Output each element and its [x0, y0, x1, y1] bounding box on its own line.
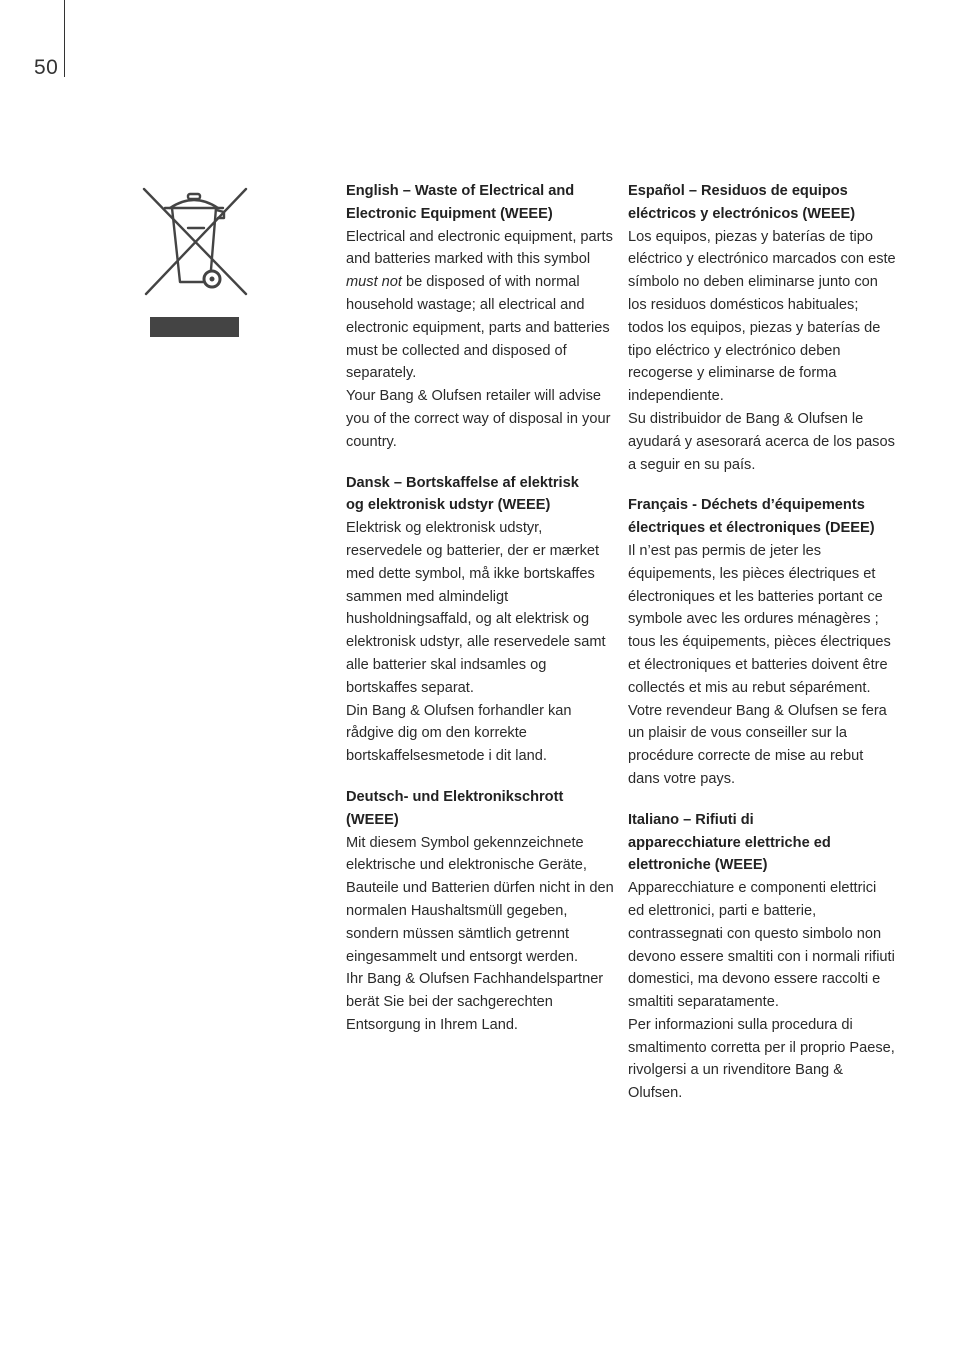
section-deutsch — [346, 786, 614, 1037]
paragraph: Your Bang & Olufsen retailer will advise you of the correct way of disposal in your country. — [346, 388, 611, 450]
section-title-francais: Français - Déchets d’équipements électriques et électroniques (DEEE) — [628, 497, 875, 537]
section-espanol — [628, 180, 896, 476]
section-title-dansk: Dansk – Bortskaffelse af elektrisk og elektronisk udstyr (WEEE) — [346, 474, 579, 514]
paragraph: Apparecchiature e componenti elettrici ed elettronici, parti e batterie, contrassegnati con questo simbolo non devono essere smaltiti con i normali rifiuti domestici, ma devono essere raccolti e smaltiti separatamente. — [628, 880, 895, 1011]
page-number: 50 — [34, 56, 59, 79]
crossed-out-wheelie-bin-icon — [140, 186, 250, 338]
paragraph: Mit diesem Symbol gekennzeichnete elektrische und elektronische Geräte, Bauteile und Batterien dürfen nicht in den normalen Haushaltsmüll gegeben, sondern müssen sämtlich getrennt eingesammelt und entsorgt werden. — [346, 834, 614, 965]
section-italiano — [628, 809, 896, 1105]
paragraph: Votre revendeur Bang & Olufsen se fera un plaisir de vous conseiller sur la procédure correcte de mise au rebut dans votre pays. — [628, 702, 887, 787]
right-column — [628, 180, 896, 1123]
paragraph: Electrical and electronic equipment, parts and batteries marked with this symbol must not be disposed of with normal household wastage; all electrical and electronic equipment, parts and batteries must be collected and disposed of separately. — [346, 228, 613, 382]
section-dansk — [346, 472, 614, 768]
section-francais — [628, 494, 896, 790]
paragraph: Ihr Bang & Olufsen Fachhandelspartner berät Sie bei der sachgerechten Entsorgung in Ihrem Land. — [346, 971, 604, 1033]
emphasis-text: must not — [346, 274, 402, 291]
paragraph: Din Bang & Olufsen forhandler kan rådgive dig om den korrekte bortskaffelsesmetode i dit land. — [346, 702, 572, 765]
left-column — [346, 180, 614, 1055]
section-title-italiano: Italiano – Rifiuti di apparecchiature elettriche ed elettroniche (WEEE) — [628, 811, 831, 874]
page-number-divider — [64, 0, 65, 77]
section-title-deutsch: Deutsch- und Elektronikschrott (WEEE) — [346, 788, 564, 828]
section-english — [346, 180, 614, 454]
paragraph: Il n’est pas permis de jeter les équipements, les pièces électriques et électroniques et les batteries portant ce symbole avec les ordures ménagères ; tous les équipements, pièces électriques et électroniques et batteries doivent être collectés et mis au rebut séparément. — [628, 542, 891, 696]
paragraph: Los equipos, piezas y baterías de tipo eléctrico y electrónico marcados con este símbolo no deben eliminarse junto con los residuos domésticos habituales; todos los equipos, piezas y baterías de tipo eléctrico y electrónico deben recogerse y eliminarse de forma independiente. — [628, 228, 896, 405]
paragraph: Su distribuidor de Bang & Olufsen le ayudará y asesorará acerca de los pasos a seguir en su país. — [628, 410, 895, 473]
section-title-espanol: Español – Residuos de equipos eléctricos y electrónicos (WEEE) — [628, 183, 856, 222]
section-title-english: English – Waste of Electrical and Electronic Equipment (WEEE) — [346, 183, 575, 222]
paragraph: Elektrisk og elektronisk udstyr, reservedele og batterier, der er mærket med dette symbol, må ikke bortskaffes sammen med almindeligt husholdningsaffald, og alt elektrisk og elektronisk udstyr, alle reservedele samt alle batterier skal indsamles og bortskaffes separat. — [346, 520, 606, 696]
paragraph: Per informazioni sulla procedura di smaltimento corretta per il proprio Paese, rivolgersi a un rivenditore Bang & Olufsen. — [628, 1016, 895, 1102]
